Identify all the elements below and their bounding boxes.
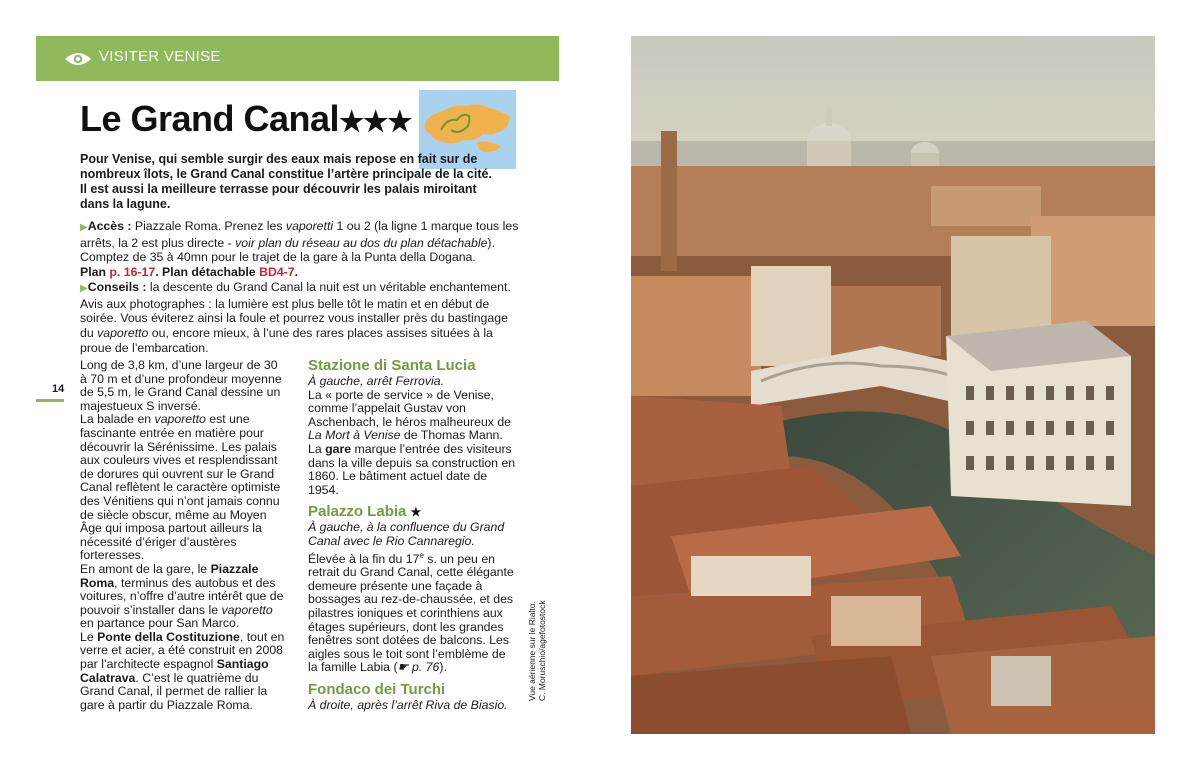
section-subtitle-stazione: À gauche, arrêt Ferrovia.	[308, 374, 445, 388]
stazione-p1-italic: La Mort à Venise	[308, 428, 401, 443]
stazione-p2-bold: gare	[325, 441, 352, 456]
col1-p3-text-c: , terminus des autobus et des voitures, n’offre d’autre intérêt que de pouvoir s’installer dans le	[80, 575, 284, 617]
conseils-text-2: ou, encore mieux, à l’une des rares places assises situées à la proue de l’embarcation.	[80, 325, 493, 355]
col1-p4-text-a: Le	[80, 629, 98, 644]
stazione-p1-text-b: de Thomas Mann.	[400, 428, 503, 443]
triangle-bullet-icon: ▶	[80, 222, 88, 233]
acces-italic: voir plan du réseau au dos du plan détachable	[235, 235, 488, 250]
col1-p4-text-c: , tout en verre et acier, a été construit en 2008 par l’architecte espagnol	[80, 629, 285, 672]
photo-credit	[527, 561, 547, 701]
stazione-p1-text-a: La « porte de service » de Venise, comme l’appelait Gustav von Aschenbach, le héros malheureux de	[308, 387, 512, 429]
labia-text-b: s. un peu en retrait du Grand Canal, cette élégante demeure présente une façade à bossages au rez-de-chaussée, et des pilastres ioniques et corinthiens aux étages supérieurs, dont les grandes fenêtres sont dotées de balcons. Les aigles sous le toit sont l’emblème de la famille Labia (	[308, 551, 514, 675]
col1-paragraph-4	[80, 631, 287, 713]
col1-p2-text-a: La balade en	[80, 412, 155, 427]
photo-copyright: C. Moruschio/agefotostock	[537, 600, 547, 701]
labia-text-a: Élevée à la fin du 17	[308, 551, 420, 566]
acces-vaporetti: vaporetti	[285, 219, 334, 233]
col1-p4-text-e: . C’est le quatrième du Grand Canal, il permet de rallier la gare à partir du Piazzale Roma.	[80, 670, 268, 712]
labia-paragraph	[308, 549, 518, 675]
rating-stars: ★★★	[339, 106, 412, 137]
section-subtitle-labia: À gauche, à la confluence du Grand Canal avec le Rio Cannaregio.	[308, 520, 505, 548]
col1-p2-text-b: est une fascinante entrée en matière pour découvrir la Sérénissime. Les palais aux couleurs vives et resplendissant de dorures qui ouvrent sur le Grand Canal reflètent le caractère optimiste des Vénitiens qui n’ont jamais connu de siècle obscur, même au Moyen Âge qui imposa partout ailleurs la nécessité d’ériger d’austères forteresses.	[80, 412, 281, 563]
section-title-labia	[308, 503, 518, 521]
acces-text-2: 1 ou 2 (la ligne 1 marque tous les arrêts, la 2 est plus directe -	[80, 219, 519, 250]
stazione-p2-text-a: La	[308, 441, 326, 456]
stazione-p2-text-c: marque l’entrée des visiteurs dans la ville depuis sa construction en 1860. Le bâtiment actuel date de 1954.	[308, 441, 516, 497]
plan-ref-2: BD4-7	[259, 265, 295, 280]
col1-p3-bold: Piazzale Roma	[80, 561, 259, 590]
stazione-paragraph-1	[308, 389, 518, 443]
page-number-rule	[36, 399, 64, 402]
section-title-fondaco: Fondaco dei Turchi	[308, 680, 446, 698]
body-column-1	[80, 359, 287, 712]
labia-page-reference: ☛ p. 76	[397, 660, 440, 675]
conseils-text-1: la descente du Grand Canal la nuit est un véritable enchantement. Avis aux photographes : la lumière est plus belle tôt le matin et en début de soirée. Vous éviterez ainsi la foule et pourrez vous installer près du bastingage du	[80, 279, 511, 340]
section-header-label: VISITER VENISE	[99, 48, 221, 65]
acces-text-3: ). Comptez de 35 à 40mn pour le trajet de la gare à la Punta della Dogana.	[80, 235, 495, 265]
acces-text-1: Piazzale Roma. Prenez les	[131, 219, 286, 233]
triangle-bullet-icon: ▶	[80, 282, 88, 294]
col1-paragraph-3	[80, 563, 287, 631]
col1-p3-text-d: en partance pour San Marco.	[80, 616, 240, 631]
conseils-vaporetto: vaporetto	[97, 325, 149, 340]
page-title-text: Le Grand Canal	[80, 98, 340, 139]
section-subtitle-fondaco: À droite, après l’arrêt Riva de Biasio.	[308, 697, 508, 712]
col1-p3-text-a: En amont de la gare, le	[80, 561, 211, 576]
acces-label: Accès :	[87, 219, 132, 233]
labia-title-text: Palazzo Labia	[308, 503, 407, 521]
labia-superscript: e	[419, 550, 424, 560]
page-number: 14	[52, 383, 65, 395]
conseils-line	[80, 280, 520, 356]
plan-ref-1: p. 16-17	[109, 265, 156, 280]
section-title-stazione: Stazione di Santa Lucia	[308, 357, 476, 374]
conseils-label: Conseils :	[87, 279, 147, 294]
col1-p2-italic: vaporetto	[154, 412, 206, 427]
stazione-paragraph-2	[308, 443, 518, 497]
section-header-bar	[36, 36, 559, 81]
plan-line	[80, 265, 520, 280]
acces-line	[80, 219, 520, 265]
col1-p4-bold-1: Ponte della Costituzione	[97, 629, 240, 644]
body-column-2	[308, 357, 518, 713]
photo-caption: Vue aérienne sur le Rialto.	[527, 601, 537, 701]
page-title	[80, 98, 411, 140]
eye-icon	[64, 51, 92, 67]
plan-label-2: . Plan détachable	[155, 265, 260, 280]
col1-p4-bold-2: Santiago Calatrava	[80, 657, 269, 685]
practical-info	[80, 219, 520, 355]
col1-paragraph-1: Long de 3,8 km, d’une largeur de 30 à 70 m et d’une profondeur moyenne de 5,5 m, le Grand Canal dessine un majestueux S inversé.	[80, 358, 282, 413]
labia-text-c: ).	[439, 660, 447, 675]
plan-label-1: Plan	[80, 265, 110, 280]
intro-paragraph: Pour Venise, qui semble surgir des eaux mais repose en fait sur de nombreux îlots, le Grand Canal constitue l’artère principale de la cité. Il est aussi la meilleure terrasse pour découvrir les palais miroitant dans la lagune.	[80, 152, 492, 211]
rialto-aerial-photo	[631, 36, 1155, 734]
col1-paragraph-2	[80, 413, 287, 563]
labia-star-icon: ★	[410, 505, 422, 520]
col1-p3-italic: vaporetto	[221, 602, 273, 617]
plan-end: .	[294, 265, 299, 280]
